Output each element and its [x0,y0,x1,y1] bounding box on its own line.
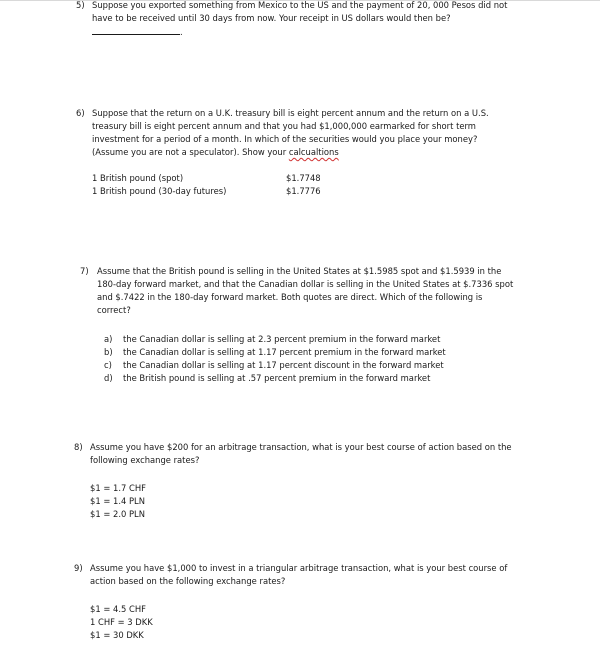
question-text-line: Suppose that the return on a U.K. treasury bill is eight percent annum and the return on a U.S. [92,108,489,118]
question-number: 9) [74,563,83,573]
question-text-line: and $.7422 in the 180-day forward market. Both quotes are direct. Which of the following is [97,292,483,302]
option-letter: b) [104,347,113,357]
exchange-rate: $1 = 1.4 PLN [90,496,145,506]
option-letter: a) [104,334,113,344]
question-text-line: action based on the following exchange rates? [90,576,286,586]
option-text: the Canadian dollar is selling at 1.17 percent discount in the forward market [123,360,444,370]
exchange-rate: $1 = 2.0 PLN [90,509,145,519]
question-text-line: Suppose you exported something from Mexico to the US and the payment of 20, 000 Pesos did not [92,0,508,10]
question-text-line: Assume you have $1,000 to invest in a triangular arbitrage transaction, what is your best course of [90,563,508,573]
option-text: the Canadian dollar is selling at 2.3 percent premium in the forward market [123,334,441,344]
misspelled-word: calcualtions [288,147,339,157]
exchange-rate: 1 CHF = 3 DKK [90,617,153,627]
question-text-line: Assume that the British pound is selling in the United States at $1.5985 spot and $1.5939 in the [97,266,502,276]
answer-blank: . [92,25,183,39]
question-number: 8) [74,442,83,452]
question-text-line: correct? [97,305,131,315]
exchange-rate: $1 = 1.7 CHF [90,483,146,493]
option-letter: c) [104,360,112,370]
question-text-line: following exchange rates? [90,455,200,465]
exchange-rate: $1 = 30 DKK [90,630,144,640]
question-text-line: investment for a period of a month. In which of the securities would you place your money? [92,134,478,144]
question-text-line: treasury bill is eight percent annum and that you had $1,000,000 earmarked for short term [92,121,476,131]
exchange-rate: $1 = 4.5 CHF [90,604,146,614]
question-number: 7) [80,266,89,276]
rate-value: $1.7776 [286,186,321,196]
question-number: 6) [76,108,85,118]
question-number: 5) [76,0,85,10]
question-text-line: (Assume you are not a speculator). Show your calcualtions [92,147,339,157]
question-text-line: 180-day forward market, and that the Canadian dollar is selling in the United States at $.7336 spot [97,279,514,289]
option-letter: d) [104,373,113,383]
option-text: the Canadian dollar is selling at 1.17 percent premium in the forward market [123,347,446,357]
option-text: the British pound is selling at .57 percent premium in the forward market [123,373,431,383]
question-text-line: have to be received until 30 days from now. Your receipt in US dollars would then be? [92,13,451,23]
question-text-line: Assume you have $200 for an arbitrage transaction, what is your best course of action based on the [90,442,512,452]
rate-value: $1.7748 [286,173,321,183]
rate-label: 1 British pound (spot) [92,173,184,183]
rate-label: 1 British pound (30-day futures) [92,186,227,196]
